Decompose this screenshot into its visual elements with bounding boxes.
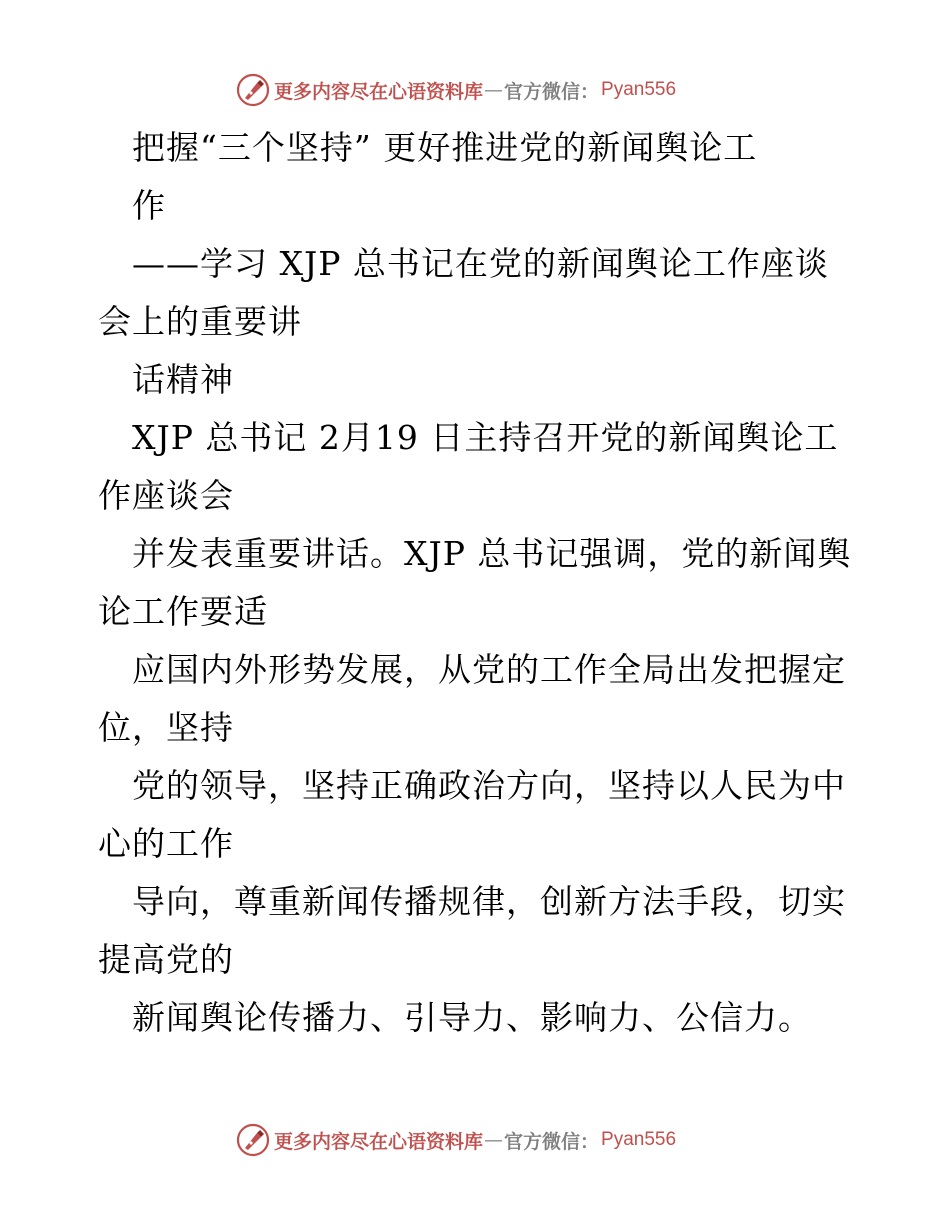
document-title-line-2: 作 [98,186,166,225]
paragraph-line: 导向，尊重新闻传播规律，创新方法手段，切实 [98,882,846,921]
document-subtitle-line-3: 话精神 [98,360,234,399]
watermark-label: 官方微信： [504,80,600,103]
pen-nib-logo-icon [236,73,270,107]
watermark-dash: — [484,79,504,101]
footer-watermark [236,1123,676,1157]
paragraph-line: 党的领导，坚持正确政治方向，坚持以人民为中 [98,766,846,805]
watermark-id: Pyan556 [601,79,677,100]
paragraph-line: 心的工作 [98,824,234,863]
paragraph-line: 论工作要适 [98,592,268,631]
paragraph-line: 并发表重要讲话。XJP 总书记强调，党的新闻舆 [98,534,852,573]
paragraph-line: 作座谈会 [98,476,234,515]
pen-nib-logo-icon [236,1123,270,1157]
watermark-id: Pyan556 [601,1129,677,1150]
paragraph-line: 新闻舆论传播力、引导力、影响力、公信力。 [98,998,812,1037]
paragraph-line: XJP 总书记 2月19 日主持召开党的新闻舆论工 [98,418,839,457]
document-title-line-1: 把握“三个坚持” 更好推进党的新闻舆论工 [98,128,758,167]
document-subtitle-line-1: ——学习 XJP 总书记在党的新闻舆论工作座谈 [98,244,829,283]
watermark-dash: — [484,1129,504,1151]
paragraph-line: 应国内外形势发展，从党的工作全局出发把握定 [98,650,846,689]
header-watermark [236,73,676,107]
paragraph-line: 位，坚持 [98,708,234,747]
watermark-brand-text: 更多内容尽在心语资料库 [274,1130,484,1153]
paragraph-line: 提高党的 [98,940,234,979]
document-subtitle-line-2: 会上的重要讲 [98,302,302,341]
watermark-brand-text: 更多内容尽在心语资料库 [274,80,484,103]
watermark-label: 官方微信： [504,1130,600,1153]
